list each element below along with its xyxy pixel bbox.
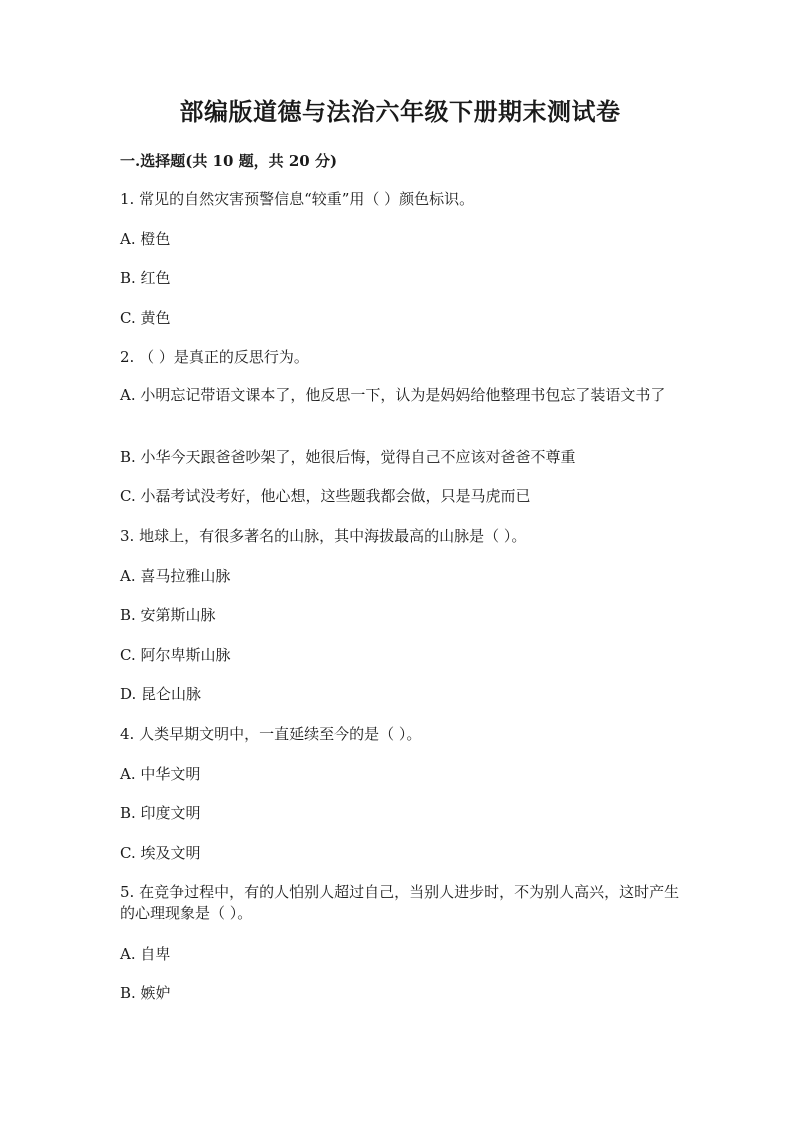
answer-option: B. 嫉妒 [120, 984, 171, 1002]
question-stem: 5. 在竞争过程中，有的人怕别人超过自己，当别人进步时，不为别人高兴，这时产生的心理现象是（ ）。 [120, 883, 680, 922]
section-heading: 一.选择题(共 10 题，共 20 分) [120, 152, 338, 170]
question-stem: 3. 地球上，有很多著名的山脉，其中海拔最高的山脉是（ ）。 [120, 527, 527, 545]
answer-option: D. 昆仑山脉 [120, 685, 202, 703]
question-stem: 1. 常见的自然灾害预警信息“较重”用（ ）颜色标识。 [120, 190, 475, 208]
answer-option: C. 黄色 [120, 309, 171, 327]
answer-option: A. 中华文明 [120, 765, 201, 783]
answer-option: B. 红色 [120, 269, 171, 287]
answer-option: B. 安第斯山脉 [120, 606, 216, 624]
page-title: 部编版道德与法治六年级下册期末测试卷 [179, 97, 621, 126]
answer-option: A. 自卑 [120, 945, 171, 963]
answer-option: B. 小华今天跟爸爸吵架了，她很后悔，觉得自己不应该对爸爸不尊重 [120, 448, 576, 466]
answer-option: A. 喜马拉雅山脉 [120, 567, 231, 585]
answer-option: C. 阿尔卑斯山脉 [120, 646, 231, 664]
question-stem: 4. 人类早期文明中，一直延续至今的是（ ）。 [120, 725, 422, 743]
answer-option: C. 埃及文明 [120, 844, 201, 862]
answer-option: B. 印度文明 [120, 804, 201, 822]
answer-option: C. 小磊考试没考好，他心想，这些题我都会做，只是马虎而已 [120, 487, 531, 505]
answer-option: A. 小明忘记带语文课本了，他反思一下，认为是妈妈给他整理书包忘了装语文书了 [120, 386, 666, 404]
answer-option: A. 橙色 [120, 230, 171, 248]
question-stem: 2. （ ）是真正的反思行为。 [120, 348, 309, 366]
